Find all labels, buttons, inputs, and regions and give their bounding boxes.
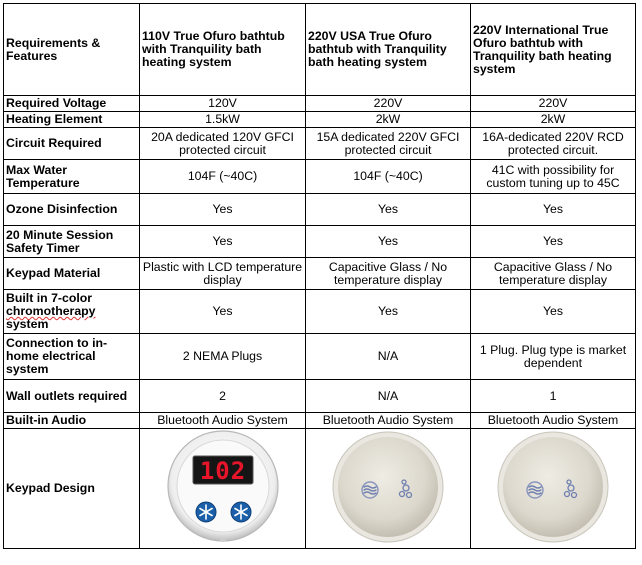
features-header: Requirements & Features: [4, 4, 140, 96]
keypad-notch: [220, 538, 226, 541]
cell-value: 120V: [140, 96, 306, 112]
feature-label: Wall outlets required: [4, 380, 140, 413]
cell-value: Bluetooth Audio System: [140, 413, 306, 429]
glass-keypad-picture: [493, 429, 613, 545]
feature-label: Keypad Material: [4, 258, 140, 290]
keypad-face: [177, 440, 269, 532]
snowflake-button-right-icon: [231, 502, 251, 522]
cell-value: Capacitive Glass / No temperature display: [306, 258, 471, 290]
cell-value: Bluetooth Audio System: [471, 413, 636, 429]
spellcheck-flagged-word: chromotherapy: [6, 304, 96, 318]
cell-value: N/A: [306, 334, 471, 380]
cell-value: Yes: [471, 194, 636, 226]
table-row: [4, 413, 636, 429]
model-header-220v-usa: 220V USA True Ofuro bathtub with Tranquility bath heating system: [306, 4, 471, 96]
lcd-temperature-reading: 102: [199, 457, 246, 485]
cell-value: 16A-dedicated 220V RCD protected circuit.: [471, 128, 636, 160]
cell-value: Bluetooth Audio System: [306, 413, 471, 429]
cell-value: Yes: [140, 194, 306, 226]
feature-label-part: system: [6, 317, 49, 331]
feature-label: Keypad Design: [4, 429, 140, 549]
feature-label: Circuit Required: [4, 128, 140, 160]
table-row: [4, 112, 636, 128]
table-row: [4, 290, 636, 334]
cell-value: 1.5kW: [140, 112, 306, 128]
feature-label: Required Voltage: [4, 96, 140, 112]
cell-value: 220V: [471, 96, 636, 112]
glass-face: [503, 437, 603, 537]
feature-label: Heating Element: [4, 112, 140, 128]
cell-value: 104F (~40C): [306, 160, 471, 194]
table-row: [4, 226, 636, 258]
cell-value: 1: [471, 380, 636, 413]
cell-value: 104F (~40C): [140, 160, 306, 194]
keypad-image-glass-intl: [471, 429, 636, 549]
table-row: [4, 334, 636, 380]
snowflake-button-left-icon: [196, 502, 216, 522]
keypad-image-glass-usa: [306, 429, 471, 549]
feature-label: Connection to in-home electrical system: [4, 334, 140, 380]
cell-value: 220V: [306, 96, 471, 112]
cell-value: 2kW: [306, 112, 471, 128]
cell-value: Yes: [471, 226, 636, 258]
feature-label: [4, 290, 140, 334]
table-row: [4, 258, 636, 290]
feature-label: Built-in Audio: [4, 413, 140, 429]
cell-value: 2: [140, 380, 306, 413]
cell-value: N/A: [306, 380, 471, 413]
spec-table: [3, 3, 636, 549]
cell-value: Yes: [471, 290, 636, 334]
table-row: [4, 194, 636, 226]
cell-value: Yes: [306, 290, 471, 334]
table-row: [4, 160, 636, 194]
lcd-keypad-picture: [163, 429, 283, 545]
cell-value: Yes: [140, 226, 306, 258]
cell-value: Plastic with LCD temperature display: [140, 258, 306, 290]
table-row: [4, 96, 636, 112]
glass-keypad-picture: [328, 429, 448, 545]
cell-value: 41C with possibility for custom tuning up to 45C: [471, 160, 636, 194]
cell-value: 1 Plug. Plug type is market dependent: [471, 334, 636, 380]
feature-label: Max Water Temperature: [4, 160, 140, 194]
keypad-image-lcd: [140, 429, 306, 549]
cell-value: 2 NEMA Plugs: [140, 334, 306, 380]
header-row: [4, 4, 636, 96]
glass-face: [338, 437, 438, 537]
cell-value: 2kW: [471, 112, 636, 128]
feature-label: 20 Minute Session Safety Timer: [4, 226, 140, 258]
table-row: [4, 380, 636, 413]
model-header-220v-intl: 220V International True Ofuro bathtub with Tranquility bath heating system: [471, 4, 636, 96]
cell-value: Yes: [140, 290, 306, 334]
cell-value: Yes: [306, 226, 471, 258]
cell-value: 15A dedicated 220V GFCI protected circuit: [306, 128, 471, 160]
model-header-110v: 110V True Ofuro bathtub with Tranquility bath heating system: [140, 4, 306, 96]
keypad-row: [4, 429, 636, 549]
feature-label-part: Built in 7-color: [6, 291, 93, 305]
table-row: [4, 128, 636, 160]
cell-value: 20A dedicated 120V GFCI protected circuit: [140, 128, 306, 160]
cell-value: Capacitive Glass / No temperature display: [471, 258, 636, 290]
cell-value: Yes: [306, 194, 471, 226]
feature-label: Ozone Disinfection: [4, 194, 140, 226]
